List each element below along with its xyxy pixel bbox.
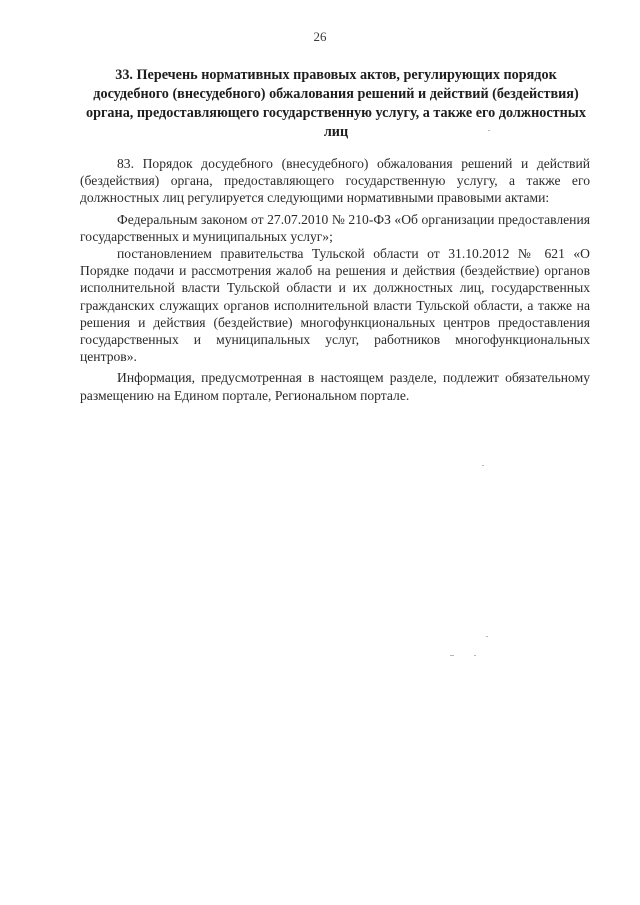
page-number: 26 bbox=[313, 29, 327, 44]
paragraph-83: 83. Порядок досудебного (внесудебного) обжалования решений и действий (бездействия) органа, предоставляющего государственную услугу, а также его должностных лиц регулируется следующими нормативными правовыми актами: bbox=[80, 156, 590, 206]
tula-resolution-item: постановлением правительства Тульской области от 31.10.2012 № 621 «О Порядке подачи и рассмотрения жалоб на решения и действия (бездействие) органов исполнительной власти Тульской области и их должностных лиц, государственных гражданских служащих органов исполнительной власти Тульской области, а также на решения и действия (бездействие) многофункциональных центров предоставления государственных и муниципальных услуг, работников многофункциональных центров». bbox=[80, 246, 590, 365]
scan-speck bbox=[482, 465, 484, 466]
scan-speck bbox=[486, 636, 488, 637]
section-title: 33. Перечень нормативных правовых актов, регулирующих порядок досудебного (внесудебного) обжалования решений и действий (бездействия) органа, предоставляющего государственную услугу, а также его должностных лиц bbox=[86, 67, 586, 140]
federal-law-item: Федеральным законом от 27.07.2010 № 210-ФЗ «Об организации предоставления государственных и муниципальных услуг»; bbox=[80, 211, 590, 244]
scan-speck bbox=[488, 130, 490, 131]
scan-speck bbox=[474, 655, 476, 656]
info-note: Информация, предусмотренная в настоящем разделе, подлежит обязательному размещению на Едином портале, Региональном портале. bbox=[80, 370, 590, 403]
document-body bbox=[80, 155, 590, 404]
scan-speck bbox=[450, 655, 454, 656]
